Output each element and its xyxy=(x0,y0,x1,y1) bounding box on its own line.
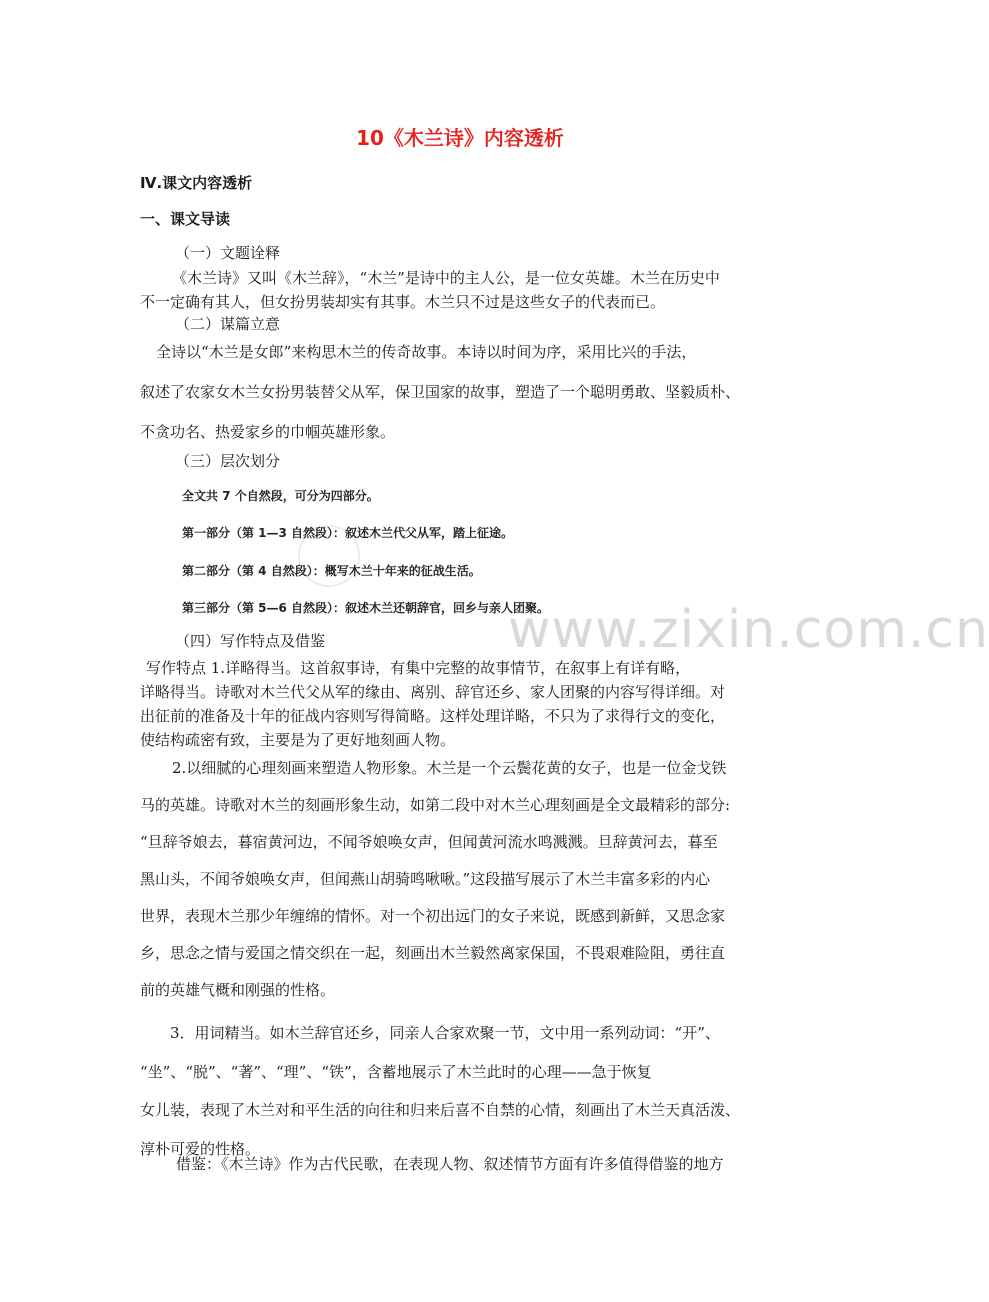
part2-line: 不贪功名、热爱家乡的巾帼英雄形象。 xyxy=(140,423,396,441)
point1-line: 出征前的准备及十年的征战内容则写得简略。这样处理详略，不只为了求得行文的变化， xyxy=(140,707,726,725)
part2-line: 全诗以“木兰是女郎”来构思木兰的传奇故事。本诗以时间为序，采用比兴的手法， xyxy=(156,343,697,361)
part4-point3-paragraph xyxy=(140,1014,790,1168)
part3-line: 第三部分（第 5—6 自然段）：叙述木兰还朝辞官，回乡与亲人团聚。 xyxy=(182,601,550,615)
point3-line: 3．用词精当。如木兰辞官还乡，同亲人合家欢聚一节，文中用一系列动词：“开”、 xyxy=(170,1024,720,1042)
part3-heading: （三）层次划分 xyxy=(175,452,281,470)
part4-heading: （四）写作特点及借鉴 xyxy=(175,632,326,650)
part1-line: 《木兰诗》又叫《木兰辞》，“木兰”是诗中的主人公，是一位女英雄。木兰在历史中 xyxy=(172,269,720,287)
part1-paragraph xyxy=(140,266,790,314)
point1-line: 写作特点 1.详略得当。这首叙事诗，有集中完整的故事情节，在叙事上有详有略， xyxy=(146,659,691,677)
point3-line: 淳朴可爱的性格。 xyxy=(140,1139,261,1158)
part3-line: 第一部分（第 1—3 自然段）：叙述木兰代父从军，踏上征途。 xyxy=(182,526,514,540)
part3-line: 第二部分（第 4 自然段）：概写木兰十年来的征战生活。 xyxy=(182,564,481,578)
point2-line: 前的英雄气概和刚强的性格。 xyxy=(140,981,336,999)
point1-line: 使结构疏密有致，主要是为了更好地刻画人物。 xyxy=(140,731,456,749)
part2-heading: （二）谋篇立意 xyxy=(175,315,281,333)
part2-line: 叙述了农家女木兰女扮男装替父从军，保卫国家的故事，塑造了一个聪明勇敢、坚毅质朴、 xyxy=(140,383,741,401)
watermark: www.zixin.com.cn xyxy=(508,600,989,660)
point2-line: 黑山头，不闻爷娘唤女声，但闻燕山胡骑鸣啾啾。”这段描写展示了木兰丰富多彩的内心 xyxy=(140,870,711,888)
point2-line: 2.以细腻的心理刻画来塑造人物形象。木兰是一个云鬓花黄的女子，也是一位金戈铁 xyxy=(172,759,727,777)
point2-line: 乡，思念之情与爱国之情交织在一起，刻画出木兰毅然离家保国，不畏艰难险阻，勇往直 xyxy=(140,944,726,962)
section-heading-main: Ⅳ.课文内容透析 xyxy=(140,174,253,192)
section-heading-1: 一、课文导读 xyxy=(140,210,231,228)
jiejian-line: 借鉴：《木兰诗》作为古代民歌，在表现人物、叙述情节方面有许多值得借鉴的地方 xyxy=(176,1155,724,1173)
point3-line: “坐”、“脱”、“著”、“理”、“铁”，含蓄地展示了木兰此时的心理——急于恢复 xyxy=(140,1062,652,1081)
point3-line: 女儿装，表现了木兰对和平生活的向往和归来后喜不自禁的心情，刻画出了木兰天真活泼、 xyxy=(140,1101,741,1119)
document-title: 10《木兰诗》内容透析 xyxy=(356,126,564,150)
part4-point1-paragraph xyxy=(140,656,790,752)
point2-line: “旦辞爷娘去，暮宿黄河边，不闻爷娘唤女声，但闻黄河流水鸣溅溅。旦辞黄河去，暮至 xyxy=(140,833,718,851)
part2-paragraph xyxy=(140,332,790,452)
point2-line: 马的英雄。诗歌对木兰的刻画形象生动，如第二段中对木兰心理刻画是全文最精彩的部分: xyxy=(140,796,731,814)
point2-line: 世界，表现木兰那少年缠绵的情怀。对一个初出远门的女子来说，既感到新鲜，又思念家 xyxy=(140,907,726,925)
point1-line: 详略得当。诗歌对木兰代父从军的缘由、离别、辞官还乡、家人团聚的内容写得详细。对 xyxy=(140,683,726,701)
part4-point2-paragraph xyxy=(140,750,790,1009)
part4-jiejian-paragraph xyxy=(140,1152,790,1176)
part3-line: 全文共 7 个自然段，可分为四部分。 xyxy=(182,489,379,503)
part1-line: 不一定确有其人，但女扮男装却实有其事。木兰只不过是这些女子的代表而已。 xyxy=(140,293,666,311)
part1-heading: （一）文题诠释 xyxy=(175,244,281,262)
